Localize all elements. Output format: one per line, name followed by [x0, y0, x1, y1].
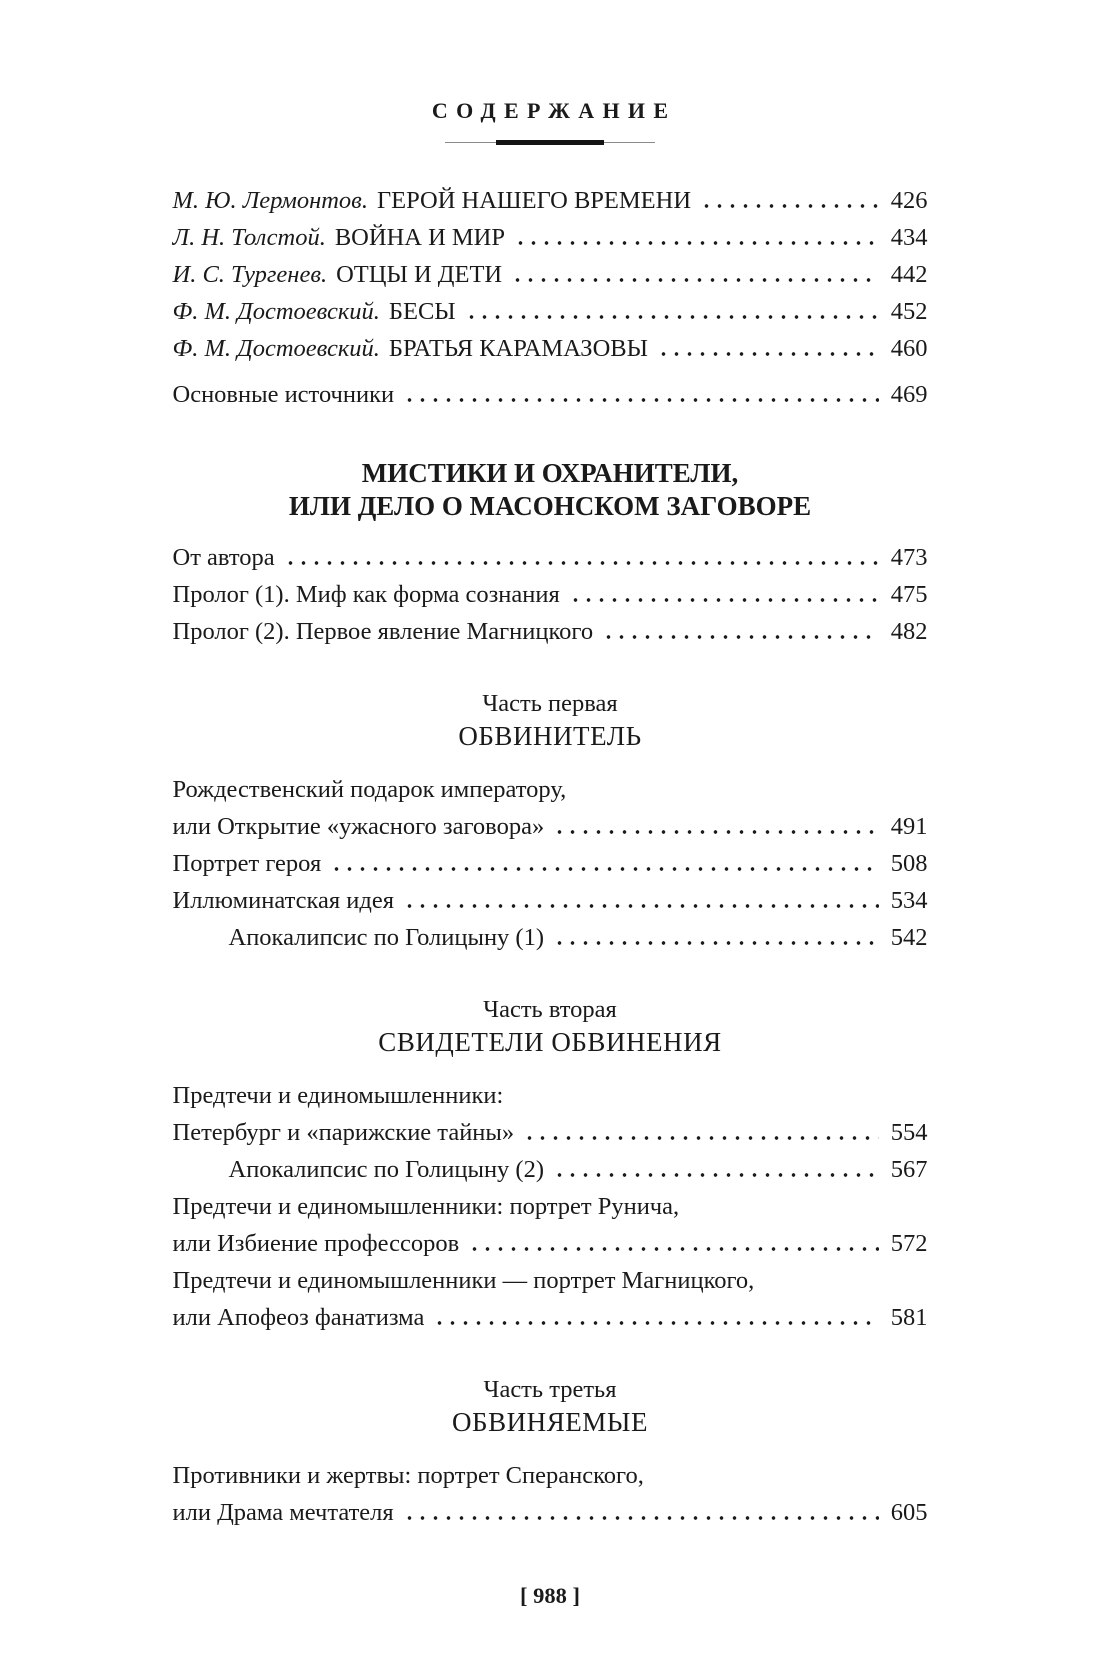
book-section-title-line1: МИСТИКИ И ОХРАНИТЕЛИ,: [361, 458, 739, 488]
toc-entry-line2: [173, 1494, 928, 1531]
toc-entry-title: Петербург и «парижские тайны»: [172, 1119, 515, 1146]
toc-entry-text: Предтечи и единомышленники:: [172, 1082, 504, 1109]
toc-entry-sub: [173, 919, 928, 956]
toc-entry-title: Пролог (1). Миф как форма сознания: [172, 581, 560, 608]
toc-entry-title: или Драма мечтателя: [172, 1499, 394, 1526]
toc-entry-line1: [173, 1457, 928, 1494]
toc-entry-author: И. С. Тургенев.: [172, 261, 328, 288]
toc-entry-page: 534: [890, 887, 928, 914]
toc-entry-page: 475: [890, 581, 928, 608]
toc-entry-title: или Апофеоз фанатизма: [172, 1304, 425, 1331]
toc-entry-author: Ф. М. Достоевский.: [172, 298, 380, 325]
part-title: ОБВИНЯЕМЫЕ: [452, 1407, 648, 1437]
toc-entry-page: 491: [890, 813, 928, 840]
part-title: СВИДЕТЕЛИ ОБВИНЕНИЯ: [378, 1027, 722, 1057]
toc-entry-title: ВОЙНА И МИР: [334, 224, 506, 251]
toc-entry-line1: [173, 1188, 928, 1225]
dot-leader: [553, 941, 879, 945]
toc-entry-text: Предтечи и единомышленники — портрет Магницкого,: [172, 1267, 755, 1294]
toc-entry-page: 469: [890, 381, 928, 408]
toc-entry-title: или Открытие «ужасного заговора»: [172, 813, 545, 840]
toc-entry-page: 442: [890, 261, 928, 288]
dot-leader: [511, 278, 878, 282]
toc-entry-line2: [173, 808, 928, 845]
toc-entry: [173, 845, 928, 882]
section-part2: [173, 1077, 928, 1336]
part-label: Часть первая: [482, 690, 618, 717]
part-heading-1: [173, 688, 928, 753]
toc-page: [173, 98, 928, 1609]
toc-entry-page: 554: [890, 1119, 928, 1146]
toc-entry-page: 460: [890, 335, 928, 362]
dot-leader: [465, 315, 879, 319]
page-title: СОДЕРЖАНИЕ: [431, 98, 677, 123]
toc-entry-text: Противники и жертвы: портрет Сперанского,: [172, 1462, 644, 1489]
toc-entry-title: Пролог (2). Первое явление Магницкого: [172, 618, 594, 645]
folio-page-number: [ 988 ]: [520, 1583, 580, 1608]
dot-leader: [403, 398, 878, 402]
toc-entry-title: ГЕРОЙ НАШЕГО ВРЕМЕНИ: [376, 187, 692, 214]
toc-entry-line1: [173, 1262, 928, 1299]
toc-entry-author: М. Ю. Лермонтов.: [172, 187, 368, 214]
toc-entry-page: 572: [890, 1230, 928, 1257]
toc-entry: [173, 613, 928, 650]
book-section-title: [173, 457, 928, 523]
dot-leader: [553, 830, 878, 834]
toc-entry-title: Апокалипсис по Голицыну (2): [228, 1156, 544, 1183]
toc-entry-page: 434: [890, 224, 928, 251]
dot-leader: [468, 1247, 878, 1251]
toc-entry-line2: [173, 1114, 928, 1151]
part-label: Часть вторая: [483, 996, 617, 1023]
toc-entry-page: 605: [890, 1499, 928, 1526]
toc-entry: [173, 376, 928, 413]
toc-entry-page: 542: [890, 924, 928, 951]
toc-entry-title: ОТЦЫ И ДЕТИ: [336, 261, 503, 288]
toc-entry-page: 508: [890, 850, 928, 877]
toc-entry-line2: [173, 1225, 928, 1262]
dot-leader: [433, 1321, 878, 1325]
toc-entry-title: Апокалипсис по Голицыну (1): [228, 924, 544, 951]
toc-entry-title: или Избиение профессоров: [172, 1230, 460, 1257]
toc-entry-title: Основные источники: [172, 381, 395, 408]
toc-entry-title: Портрет героя: [172, 850, 322, 877]
toc-entry: [173, 219, 928, 256]
section-part3: [173, 1457, 928, 1531]
toc-entry: [173, 539, 928, 576]
part-title: ОБВИНИТЕЛЬ: [458, 721, 642, 751]
toc-entry-title: От автора: [172, 544, 275, 571]
dot-leader: [602, 635, 878, 639]
dot-leader: [403, 904, 879, 908]
dot-leader: [523, 1136, 878, 1140]
dot-leader: [403, 1516, 879, 1520]
toc-entry-page: 567: [890, 1156, 928, 1183]
toc-entry: [173, 576, 928, 613]
dot-leader: [284, 561, 879, 565]
toc-entry: [173, 293, 928, 330]
toc-entry-title: Иллюминатская идея: [172, 887, 394, 914]
dot-leader: [569, 598, 879, 602]
toc-entry-title: БЕСЫ: [388, 298, 456, 325]
part-heading-3: [173, 1374, 928, 1439]
dot-leader: [657, 352, 879, 356]
toc-entry-line1: [173, 771, 928, 808]
toc-entry-page: 581: [890, 1304, 928, 1331]
toc-entry-author: Ф. М. Достоевский.: [172, 335, 380, 362]
toc-entry-title: БРАТЬЯ КАРАМАЗОВЫ: [388, 335, 648, 362]
dot-leader: [700, 204, 878, 208]
dot-leader: [514, 241, 878, 245]
dot-leader: [330, 867, 878, 871]
toc-entry: [173, 182, 928, 219]
section-mystics-front: [173, 539, 928, 650]
book-section-title-line2: ИЛИ ДЕЛО О МАСОНСКОМ ЗАГОВОРЕ: [288, 491, 812, 521]
toc-entry: [173, 256, 928, 293]
toc-entry-sub: [173, 1151, 928, 1188]
header-divider: [445, 140, 655, 146]
section-part1: [173, 771, 928, 956]
toc-entry: [173, 882, 928, 919]
toc-entry-text: Рождественский подарок императору,: [172, 776, 567, 803]
toc-entry: [173, 330, 928, 367]
part-heading-2: [173, 994, 928, 1059]
part-label: Часть третья: [483, 1376, 617, 1403]
section-works: [173, 182, 928, 413]
toc-entry-text: Предтечи и единомышленники: портрет Рунича,: [172, 1193, 680, 1220]
toc-entry-page: 473: [890, 544, 928, 571]
toc-entry-page: 426: [890, 187, 928, 214]
dot-leader: [553, 1173, 879, 1177]
toc-entry-author: Л. Н. Толстой.: [172, 224, 326, 251]
toc-entry-page: 452: [890, 298, 928, 325]
toc-entry-line1: [173, 1077, 928, 1114]
toc-entry-line2: [173, 1299, 928, 1336]
toc-entry-page: 482: [890, 618, 928, 645]
